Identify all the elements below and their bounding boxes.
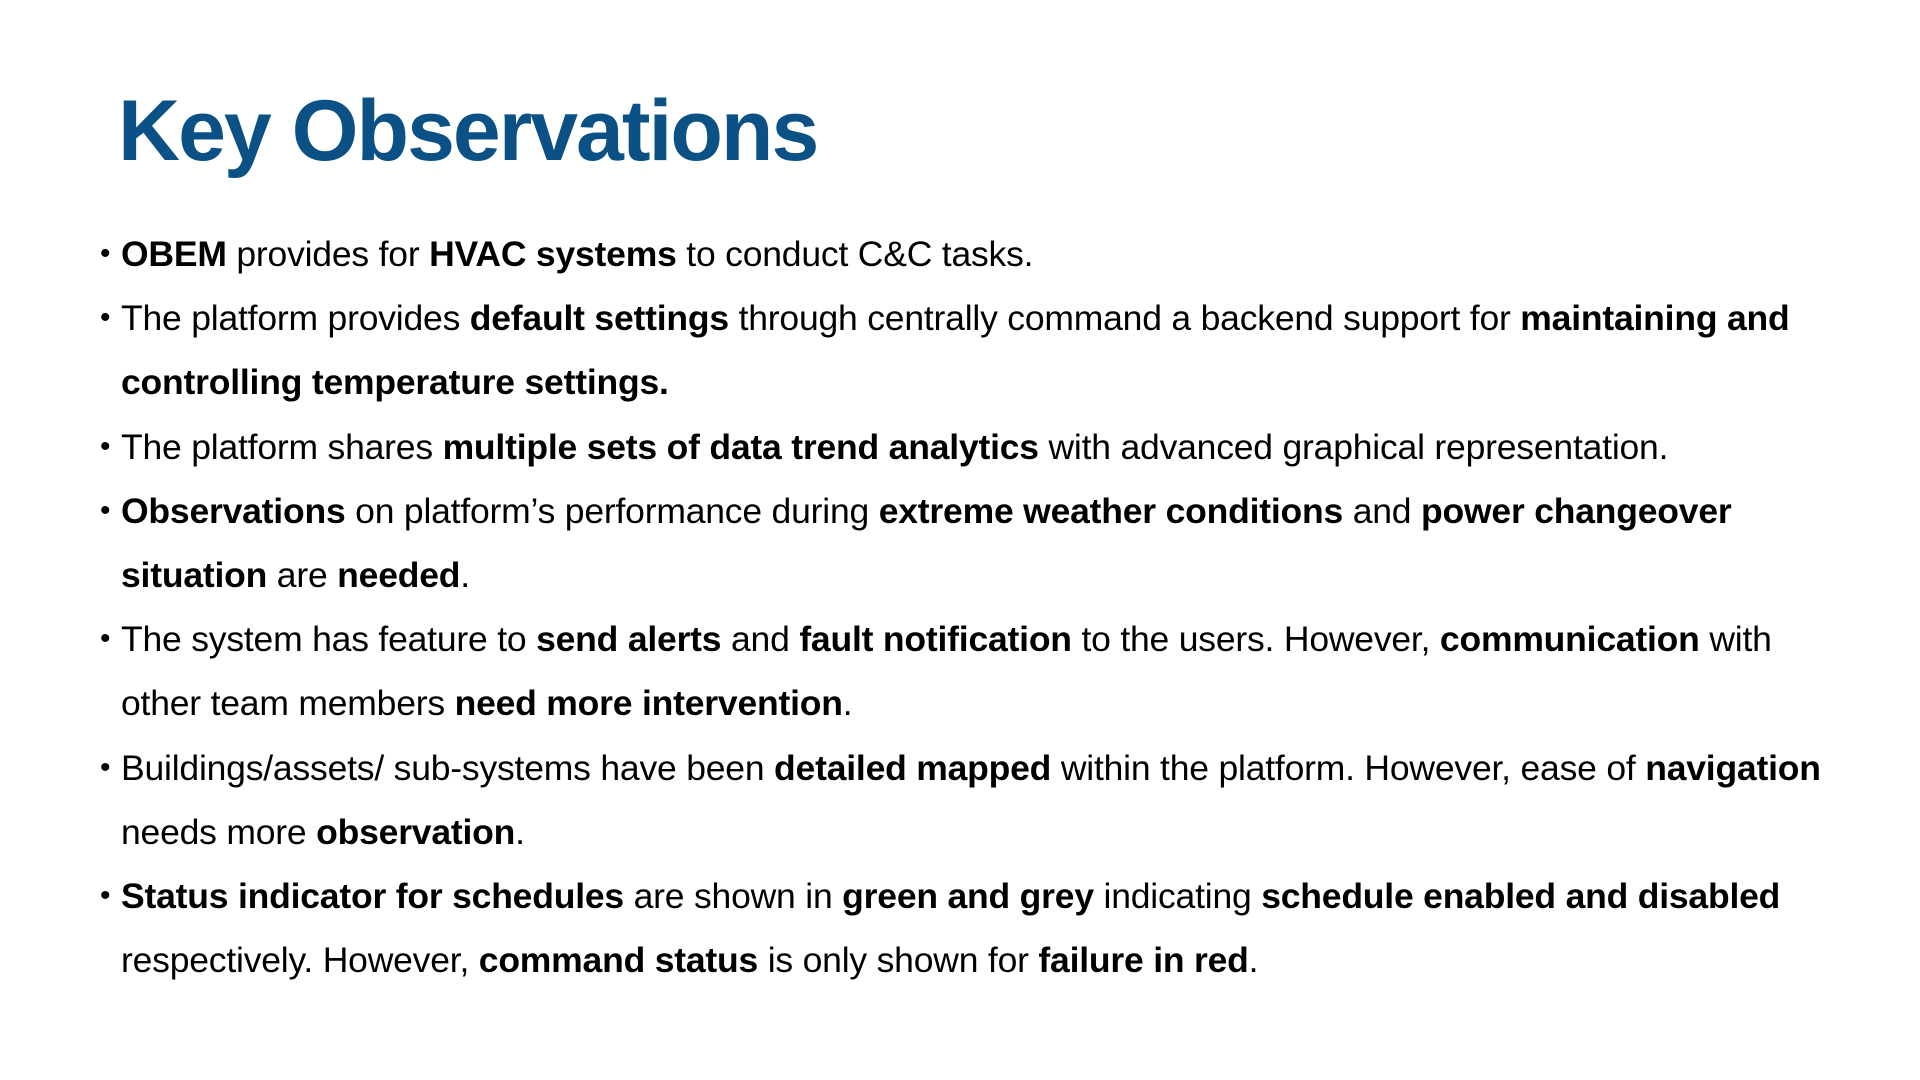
- observations-list: [100, 222, 1860, 992]
- body-text: and: [1343, 490, 1422, 531]
- body-text: to conduct C&C tasks.: [676, 234, 1034, 274]
- body-text: .: [842, 683, 853, 724]
- emphasis-text: default settings: [469, 298, 729, 339]
- body-text: .: [1248, 940, 1259, 981]
- emphasis-text: green and grey: [842, 876, 1094, 917]
- body-text: The platform provides: [121, 298, 470, 339]
- emphasis-text: OBEM: [121, 234, 227, 274]
- emphasis-text: observation: [316, 811, 516, 852]
- slide-title: Key Observations: [118, 83, 818, 179]
- body-text: .: [515, 811, 525, 852]
- body-text: provides for: [226, 234, 430, 274]
- body-text: with advanced graphical representation.: [1038, 426, 1669, 467]
- observation-item: [100, 607, 1860, 735]
- body-text: on platform’s performance during: [345, 490, 879, 531]
- emphasis-text: communication: [1439, 619, 1700, 660]
- emphasis-text: HVAC systems: [429, 234, 677, 274]
- body-text: .: [460, 555, 470, 596]
- emphasis-text: command status: [478, 940, 759, 981]
- emphasis-text: multiple sets of data trend analytics: [442, 426, 1039, 467]
- observation-item: [100, 415, 1860, 479]
- body-text: needs more: [121, 811, 317, 852]
- bullet-icon: •: [100, 750, 111, 784]
- body-text: are shown in: [623, 876, 843, 917]
- emphasis-text: fault notification: [799, 619, 1072, 660]
- bullet-icon: •: [100, 429, 111, 463]
- bullet-icon: •: [100, 237, 111, 270]
- body-text: with other team members: [121, 619, 1772, 724]
- body-text: Buildings/assets/ sub-systems have been: [121, 747, 775, 788]
- bullet-icon: •: [100, 301, 111, 335]
- emphasis-text: Status indicator for schedules: [121, 876, 624, 917]
- body-text: and: [721, 619, 800, 660]
- body-text: is only shown for: [758, 940, 1039, 981]
- observation-item: [100, 864, 1860, 992]
- emphasis-text: need more intervention: [454, 683, 843, 724]
- body-text: within the platform. However, ease of: [1051, 747, 1646, 788]
- emphasis-text: needed: [337, 555, 461, 596]
- emphasis-text: schedule enabled and disabled: [1261, 876, 1781, 917]
- body-text: through centrally command a backend support for: [728, 298, 1521, 339]
- emphasis-text: send alerts: [536, 619, 722, 660]
- emphasis-text: navigation: [1645, 747, 1821, 788]
- bullet-icon: •: [100, 622, 111, 656]
- emphasis-text: Observations: [121, 490, 346, 531]
- observation-item: [100, 736, 1860, 864]
- body-text: to the users. However,: [1071, 619, 1440, 660]
- emphasis-text: failure in red: [1038, 940, 1249, 981]
- bullet-icon: •: [100, 879, 111, 913]
- observation-item: [100, 222, 1860, 286]
- body-text: are: [267, 555, 338, 596]
- body-text: indicating: [1093, 876, 1262, 917]
- emphasis-text: power changeover situation: [121, 490, 1732, 596]
- observation-item: [100, 479, 1860, 607]
- emphasis-text: maintaining and controlling temperature settings.: [121, 298, 1790, 403]
- emphasis-text: detailed mapped: [774, 747, 1052, 788]
- bullet-icon: •: [100, 493, 111, 527]
- observation-item: [100, 286, 1860, 414]
- body-text: respectively. However,: [121, 940, 479, 981]
- body-text: The platform shares: [121, 426, 443, 467]
- emphasis-text: extreme weather conditions: [878, 490, 1344, 531]
- body-text: The system has feature to: [121, 619, 537, 660]
